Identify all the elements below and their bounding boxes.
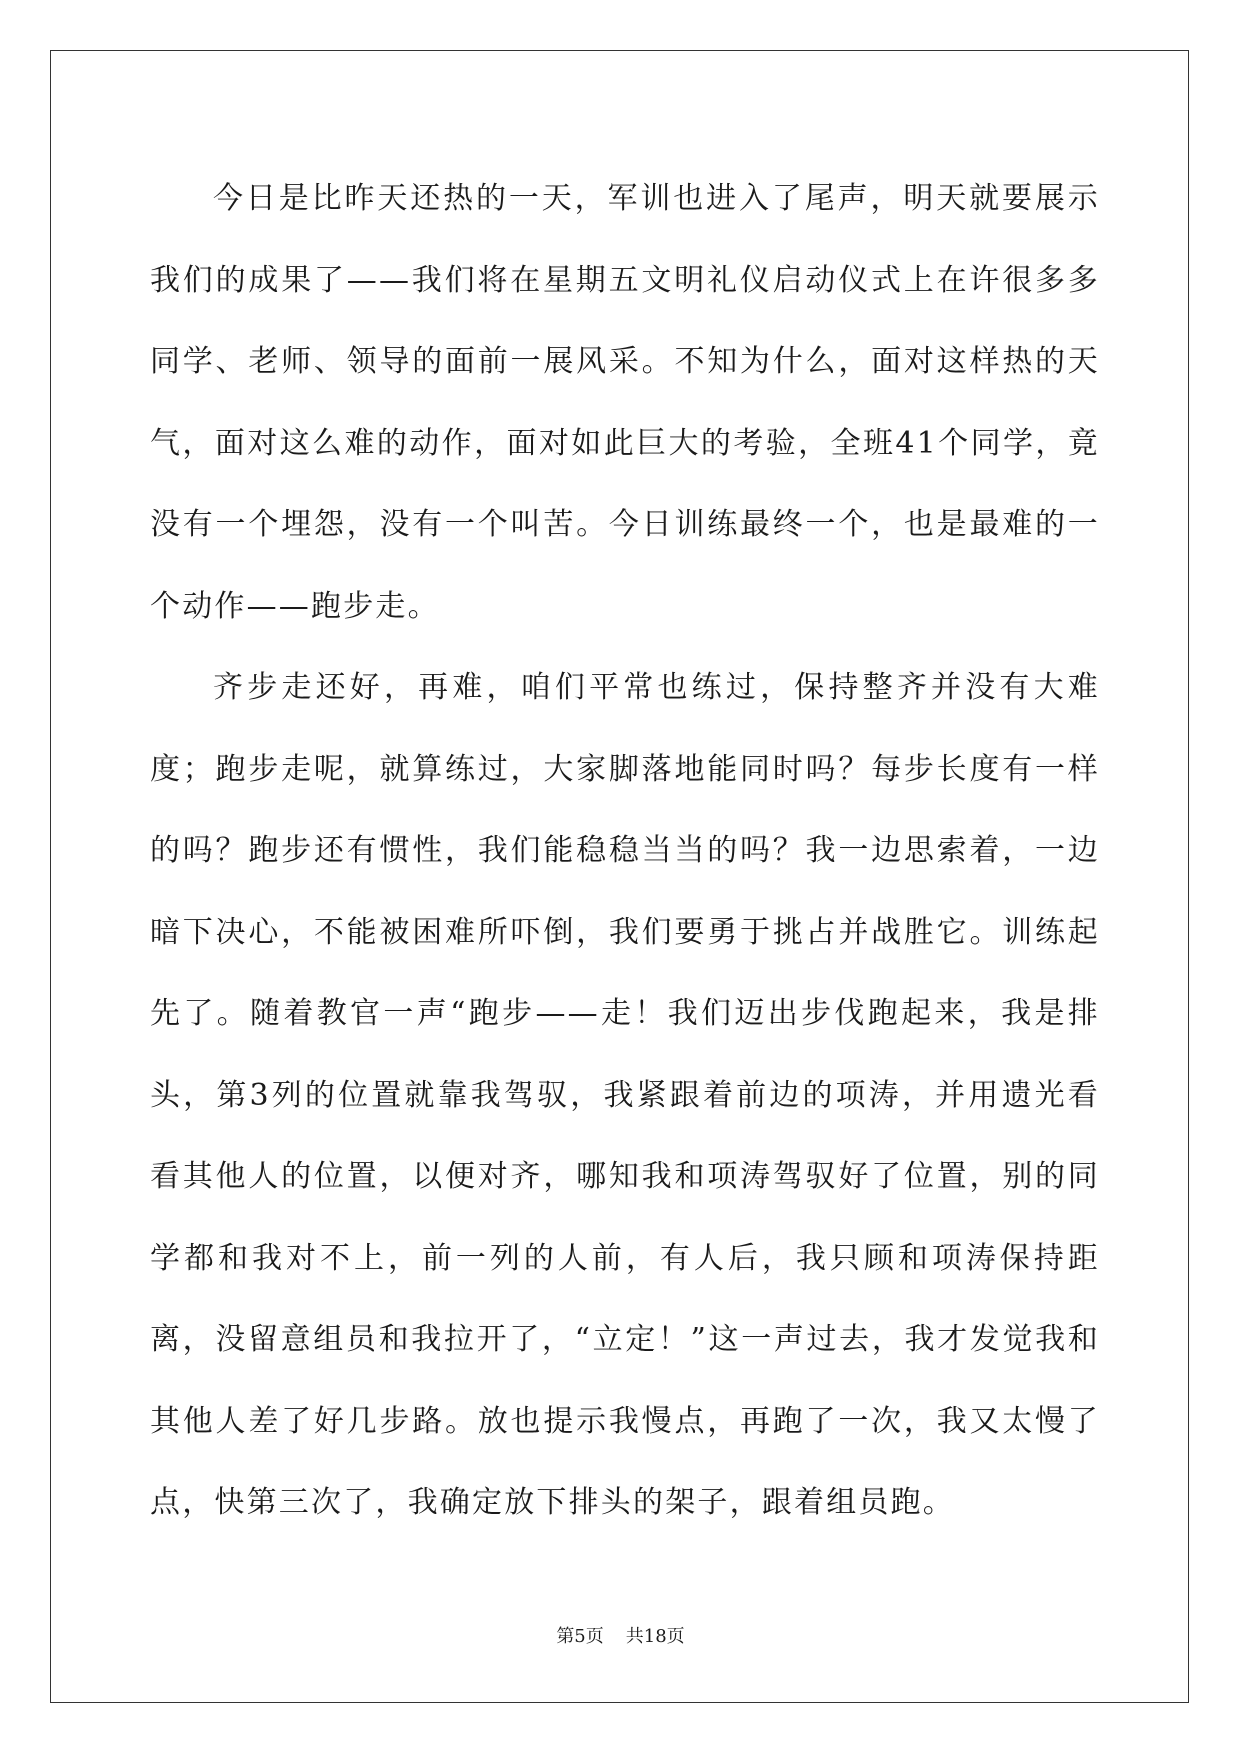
page-total: 共18页 — [625, 1626, 685, 1647]
document-body — [150, 158, 1100, 1544]
paragraph-2: 齐步走还好，再难，咱们平常也练过，保持整齐并没有大难度；跑步走呢，就算练过，大家脚落地能同时吗？每步长度有一样的吗？跑步还有惯性，我们能稳稳当当的吗？我一边思索着，一边暗下决心，不能被困难所吓倒，我们要勇于挑占并战胜它。训练起先了。随着教官一声“跑步——走！我们迈出步伐跑起来，我是排头，第3列的位置就靠我驾驭，我紧跟着前边的项涛，并用遗光看看其他人的位置，以便对齐，哪知我和项涛驾驭好了位置，别的同学都和我对不上，前一列的人前，有人后，我只顾和项涛保持距离，没留意组员和我拉开了，“立定！”这一声过去，我才发觉我和其他人差了好几步路。放也提示我慢点，再跑了一次，我又太慢了点，快第三次了，我确定放下排头的架子，跟着组员跑。 — [150, 670, 1100, 1520]
paragraph-1: 今日是比昨天还热的一天，军训也进入了尾声，明天就要展示我们的成果了——我们将在星期五文明礼仪启动仪式上在许很多多同学、老师、领导的面前一展风采。不知为什么，面对这样热的天气，面对这么难的动作，面对如此巨大的考验，全班41个同学，竟没有一个埋怨，没有一个叫苦。今日训练最终一个，也是最难的一个动作——跑步走。 — [150, 181, 1100, 624]
page-footer — [0, 1622, 1241, 1648]
page-number: 第5页 — [556, 1626, 604, 1647]
